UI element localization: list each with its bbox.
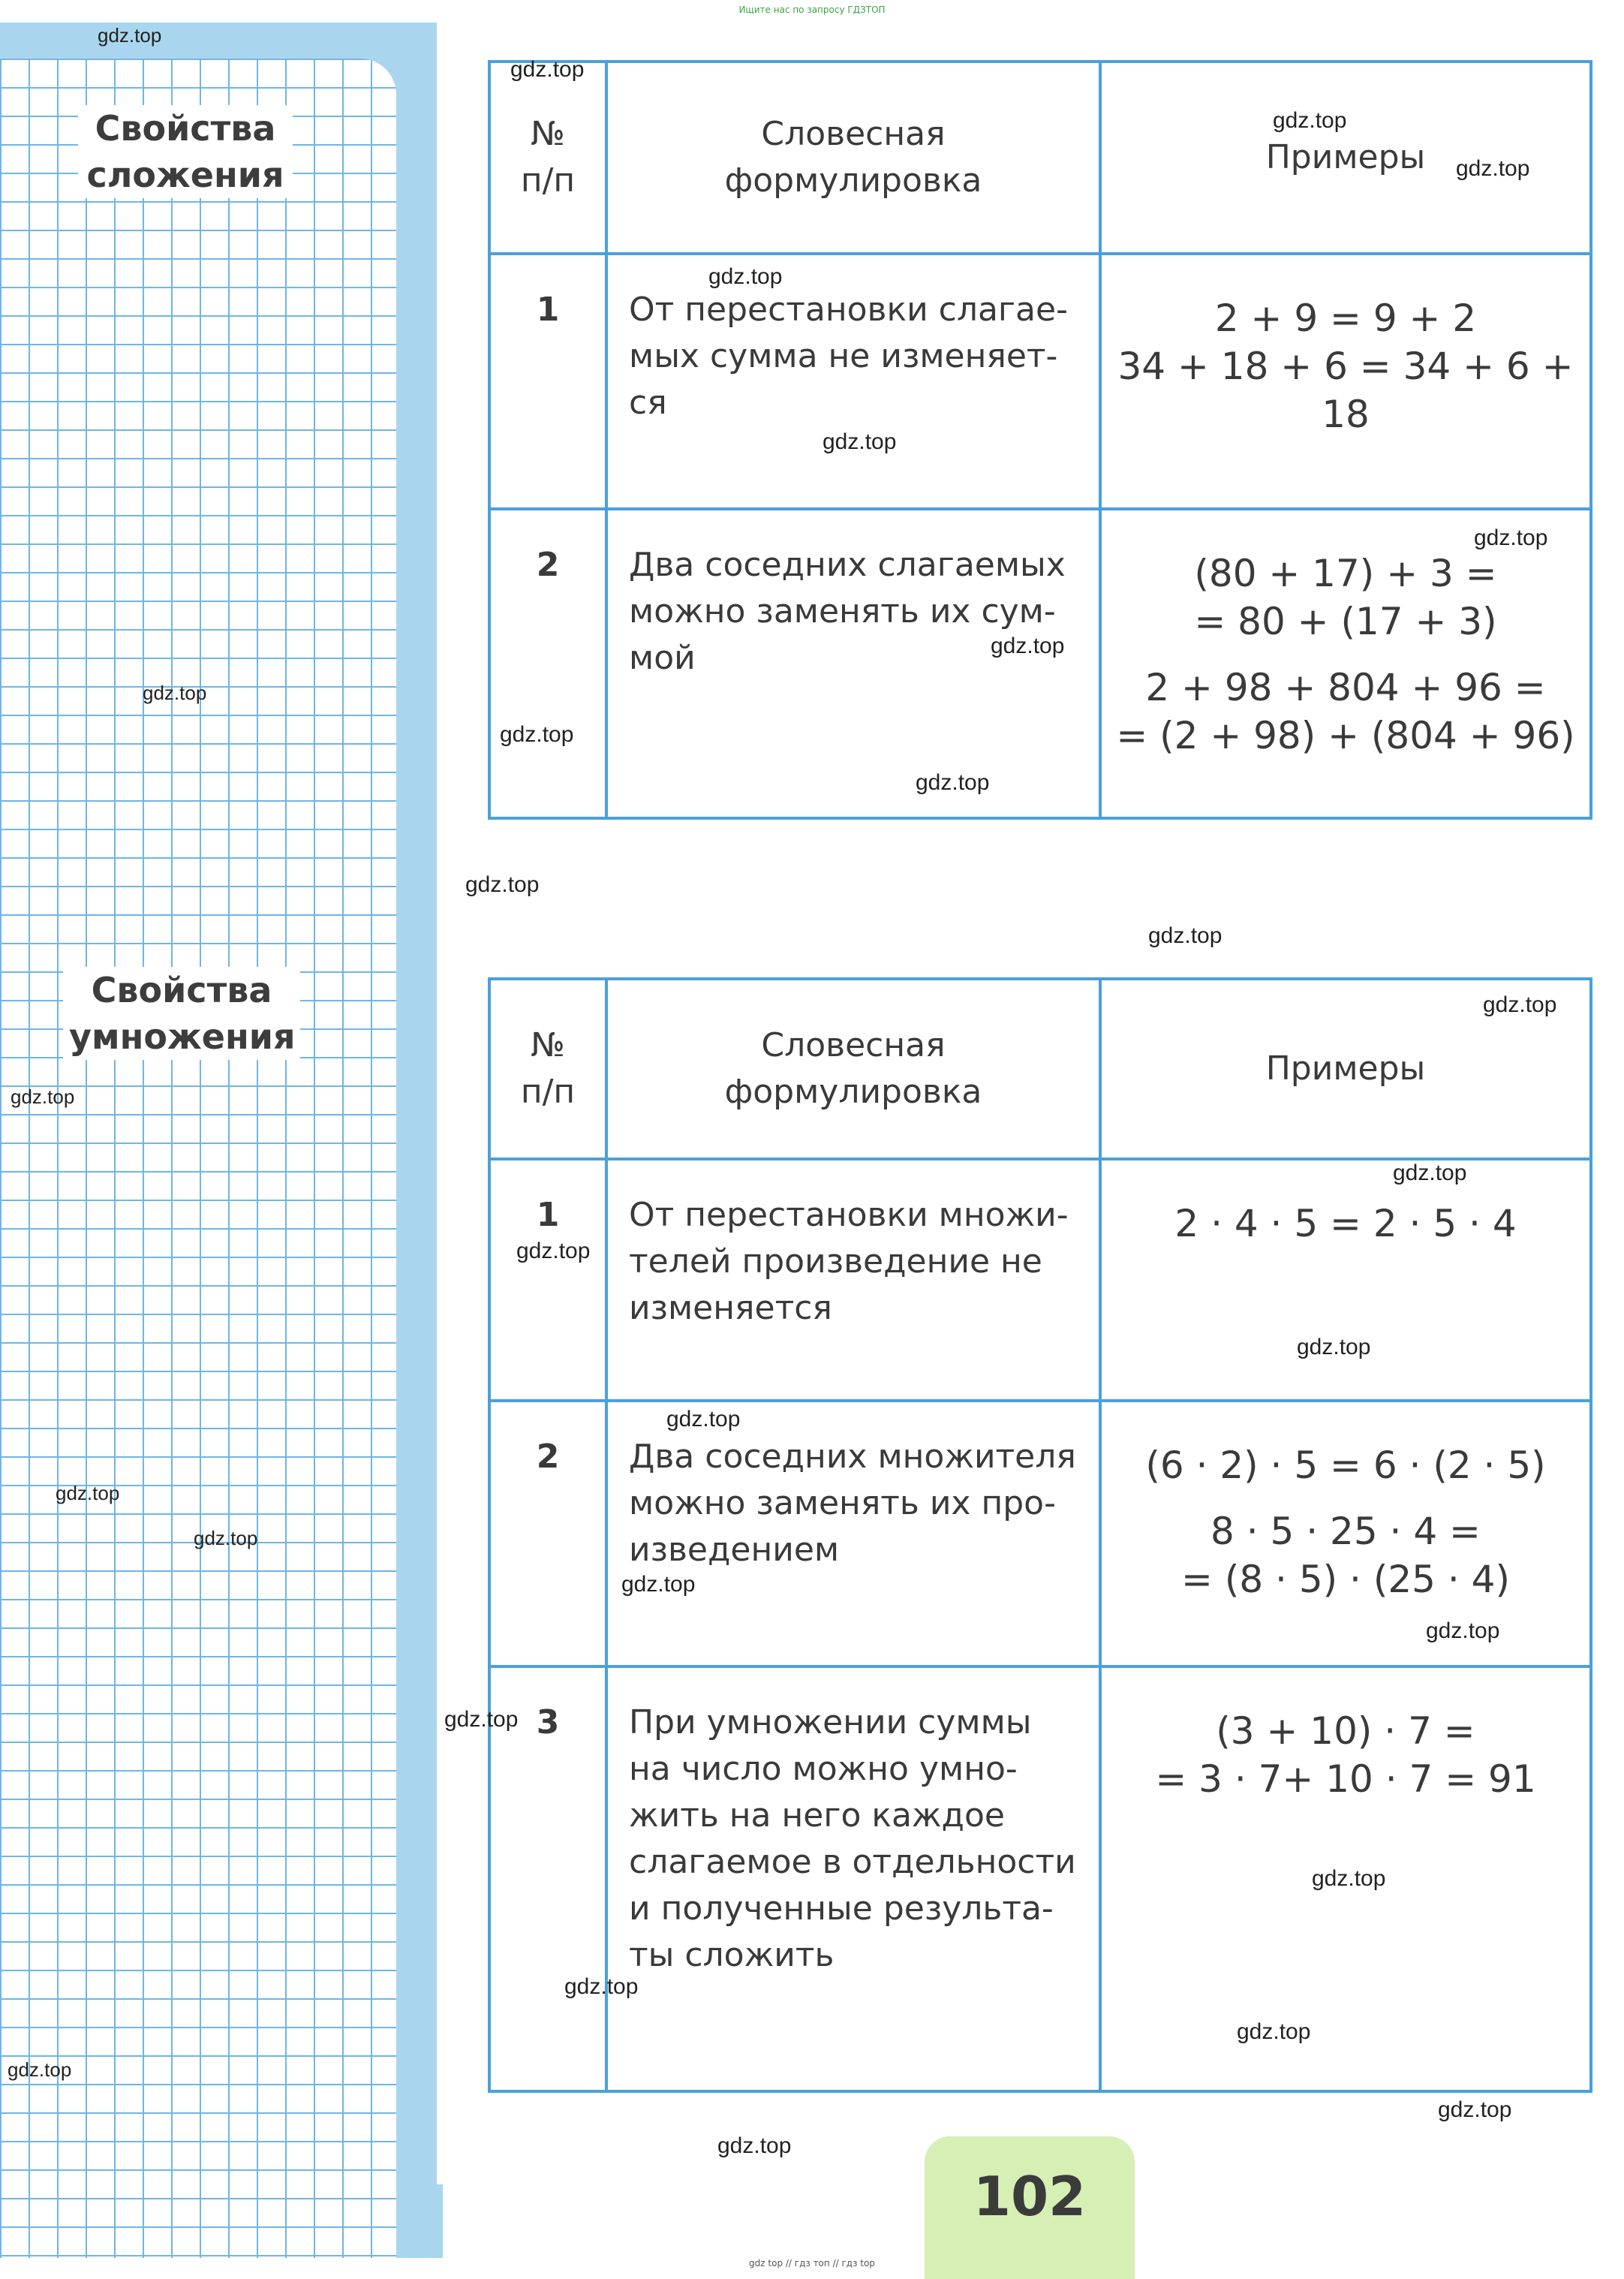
- watermark: gdz.top: [717, 2133, 792, 2158]
- bottom-note: gdz top // гдз топ // гдз top: [749, 2258, 875, 2268]
- watermark: gdz.top: [916, 770, 990, 795]
- page-number: 102: [925, 2136, 1135, 2279]
- row-number: 3: [489, 1666, 606, 2091]
- watermark: gdz.top: [991, 634, 1065, 658]
- property-examples: 2 + 9 = 9 + 2 34 + 18 + 6 = 34 + 6 + 18: [1100, 254, 1591, 509]
- property-wording: От перестановки слагае- мых сумма не изменяет- ся: [606, 254, 1100, 509]
- examples-column-header: Примеры: [1100, 979, 1591, 1159]
- property-wording: При умножении суммы на число можно умно- жить на него каждое слагаемое в отдельности и полученные результа- ты сложить: [606, 1666, 1100, 2091]
- table-row: [489, 509, 1591, 818]
- watermark: gdz.top: [1456, 156, 1530, 181]
- property-examples: (6 · 2) · 5 = 6 · (2 · 5) 8 · 5 · 25 · 4 = = (8 · 5) · (25 · 4): [1100, 1401, 1591, 1666]
- watermark: gdz.top: [1273, 108, 1347, 133]
- row-number: 2: [489, 1401, 606, 1666]
- row-number: 2: [489, 509, 606, 818]
- num-column-header: № п/п: [489, 62, 606, 254]
- watermark: gdz.top: [1393, 1161, 1467, 1185]
- property-wording: Два соседних множителя можно заменять их про- изведением: [606, 1401, 1100, 1666]
- table-row: [489, 254, 1591, 509]
- watermark: gdz.top: [444, 1707, 519, 1732]
- watermark: gdz.top: [621, 1572, 696, 1597]
- table-header-row: [489, 62, 1591, 254]
- watermark: gdz.top: [98, 24, 162, 47]
- property-examples: 2 · 4 · 5 = 2 · 5 · 4: [1100, 1159, 1591, 1401]
- watermark: gdz.top: [8, 2058, 72, 2081]
- watermark: gdz.top: [1237, 2019, 1311, 2044]
- watermark: gdz.top: [1474, 525, 1548, 550]
- multiplication-properties-table: [488, 977, 1592, 2093]
- watermark: gdz.top: [1297, 1335, 1371, 1359]
- wording-column-header: Словесная формулировка: [606, 62, 1100, 254]
- watermark: gdz.top: [1483, 992, 1557, 1017]
- top-note: Ищите нас по запросу ГДЗТОП: [738, 5, 886, 15]
- watermark: gdz.top: [510, 57, 585, 82]
- watermark: gdz.top: [500, 722, 574, 747]
- table-row: [489, 1666, 1591, 2091]
- watermark: gdz.top: [1312, 1866, 1386, 1891]
- watermark: gdz.top: [1438, 2097, 1512, 2122]
- property-examples: (3 + 10) · 7 = = 3 · 7+ 10 · 7 = 91: [1100, 1666, 1591, 2091]
- property-wording: Два соседних слагаемых можно заменять их сум- мой: [606, 509, 1100, 818]
- addition-heading: Свойства сложения: [78, 105, 293, 198]
- table-header-row: [489, 979, 1591, 1159]
- multiplication-heading: Свойства умножения: [63, 967, 300, 1060]
- addition-properties-table: [488, 60, 1592, 820]
- watermark: gdz.top: [143, 682, 207, 704]
- watermark: gdz.top: [708, 264, 783, 289]
- squared-paper-margin: [0, 59, 396, 2258]
- row-number: 1: [489, 254, 606, 509]
- watermark: gdz.top: [666, 1407, 741, 1432]
- num-column-header: № п/п: [489, 979, 606, 1159]
- watermark: gdz.top: [516, 1239, 591, 1263]
- property-examples: (80 + 17) + 3 = = 80 + (17 + 3) 2 + 98 + 804 + 96 = = (2 + 98) + (804 + 96): [1100, 509, 1591, 818]
- row-number: 1: [489, 1159, 606, 1401]
- watermark: gdz.top: [1148, 923, 1223, 948]
- examples-column-header: Примеры: [1100, 62, 1591, 254]
- watermark: gdz.top: [56, 1482, 120, 1504]
- watermark: gdz.top: [465, 872, 540, 897]
- watermark: gdz.top: [564, 1974, 639, 1999]
- wording-column-header: Словесная формулировка: [606, 979, 1100, 1159]
- property-wording: От перестановки множи- телей произведение не изменяется: [606, 1159, 1100, 1401]
- watermark: gdz.top: [11, 1085, 75, 1108]
- watermark: gdz.top: [194, 1527, 258, 1549]
- watermark: gdz.top: [823, 429, 897, 454]
- watermark: gdz.top: [1426, 1618, 1500, 1643]
- table-row: [489, 1159, 1591, 1401]
